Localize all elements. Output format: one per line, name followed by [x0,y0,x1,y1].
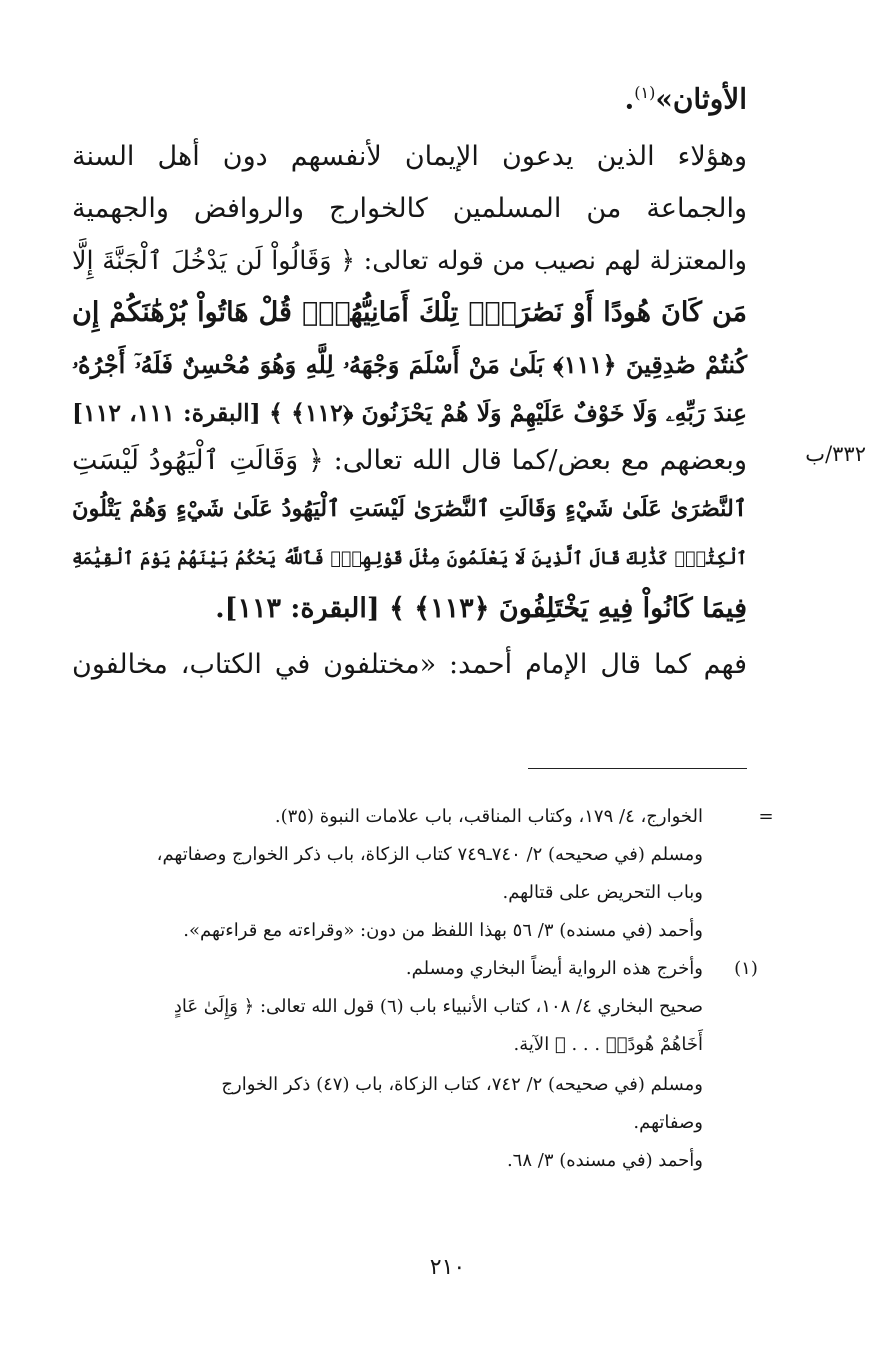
footnote-cont-line-1: الخوارج، ٤/ ١٧٩، وكتاب المناقب، باب علامات النبوة (٣٥). [274,806,703,827]
footnote-separator [528,768,747,769]
footnote-1-marker: (١) [734,958,758,979]
body-line-11: فهم كما قال الإمام أحمد: «مختلفون في الكتاب، مخالفون [72,649,747,680]
footnote-cont-line-4: وأحمد (في مسنده) ٣/ ٥٦ بهذا اللفظ من دون: «وقراءته مع قراءتهم». [183,920,703,941]
heading-line [625,68,748,124]
body-line-9: ٱلْكِتَٰبَۗ كَذَٰلِكَ قَالَ ٱلَّذِينَ لَا يَعْلَمُونَ مِثْلَ قَوْلِهِمْۚ فَٱللَّهُ يَحْكُمُ بَيْنَهُمْ يَوْمَ ٱلْقِيَٰمَةِ [72,549,747,569]
body-line-2: والجماعة من المسلمين كالخوارج والروافض والجهمية [72,193,747,224]
footnote-1-line-1: وأخرج هذه الرواية أيضاً البخاري ومسلم. [405,958,703,979]
body-line-7: وبعضهم مع بعض/كما قال الله تعالى: ﴿ وَقَالَتِ ٱلْيَهُودُ لَيْسَتِ [72,445,747,476]
heading-text: الأوثان» [655,82,747,116]
heading-tail: . [624,82,635,116]
body-line-5: كُنتُمْ صَٰدِقِينَ ﴿١١١﴾ بَلَىٰ مَنْ أَسْلَمَ وَجْهَهُۥ لِلَّهِ وَهُوَ مُحْسِنٌ فَلَهُۥٓ أَجْرُهُۥ [72,350,747,379]
heading-footnote-ref: (١) [634,83,656,102]
footnote-1-line-4: ومسلم (في صحيحه) ٢/ ٧٤٢، كتاب الزكاة، باب (٤٧) ذكر الخوارج [221,1074,703,1095]
footnote-1-line-5: وصفاتهم. [633,1112,703,1133]
footnote-1-line-6: وأحمد (في مسنده) ٣/ ٦٨. [506,1150,703,1171]
footnote-cont-line-3: وباب التحريض على قتالهم. [502,882,703,903]
body-line-6: عِندَ رَبِّهِۦ وَلَا خَوْفٌ عَلَيْهِمْ وَلَا هُمْ يَحْزَنُونَ ﴿١١٢﴾ ﴾ [البقرة: ١١١، ١١٢] [72,399,747,427]
body-line-4: مَن كَانَ هُودًا أَوْ نَصَٰرَىٰۗ تِلْكَ أَمَانِيُّهُمْۗ قُلْ هَاتُواْ بُرْهَٰنَكُمْ إِن [72,297,747,328]
page-number: ٢١٠ [429,1255,466,1280]
footnote-1-line-3: أَخَاهُمْ هُودًاۚ . . . ﴾ الآية. [513,1034,703,1055]
body-line-8: ٱلنَّصَٰرَىٰ عَلَىٰ شَيْءٍ وَقَالَتِ ٱلنَّصَٰرَىٰ لَيْسَتِ ٱلْيَهُودُ عَلَىٰ شَيْءٍ وَهُمْ يَتْلُونَ [72,496,747,522]
footnote-1-line-2: صحيح البخاري ٤/ ١٠٨، كتاب الأنبياء باب (٦) قول الله تعالى: ﴿ وَإِلَىٰ عَادٍ [173,996,703,1017]
footnote-cont-line-2: ومسلم (في صحيحه) ٢/ ٧٤٠ـ٧٤٩ كتاب الزكاة، باب ذكر الخوارج وصفاتهم، [156,844,703,865]
body-line-10: فِيمَا كَانُواْ فِيهِ يَخْتَلِفُونَ ﴿١١٣﴾ ﴾ [البقرة: ١١٣]. [215,593,747,624]
body-line-1: وهؤلاء الذين يدعون الإيمان لأنفسهم دون أهل السنة [72,141,747,172]
body-line-3: والمعتزلة لهم نصيب من قوله تعالى: ﴿ وَقَالُواْ لَن يَدْخُلَ ٱلْجَنَّةَ إِلَّا [72,246,747,276]
manuscript-folio-note: ٣٣٢/ب [805,442,866,466]
footnote-continuation-marker: = [758,806,774,827]
